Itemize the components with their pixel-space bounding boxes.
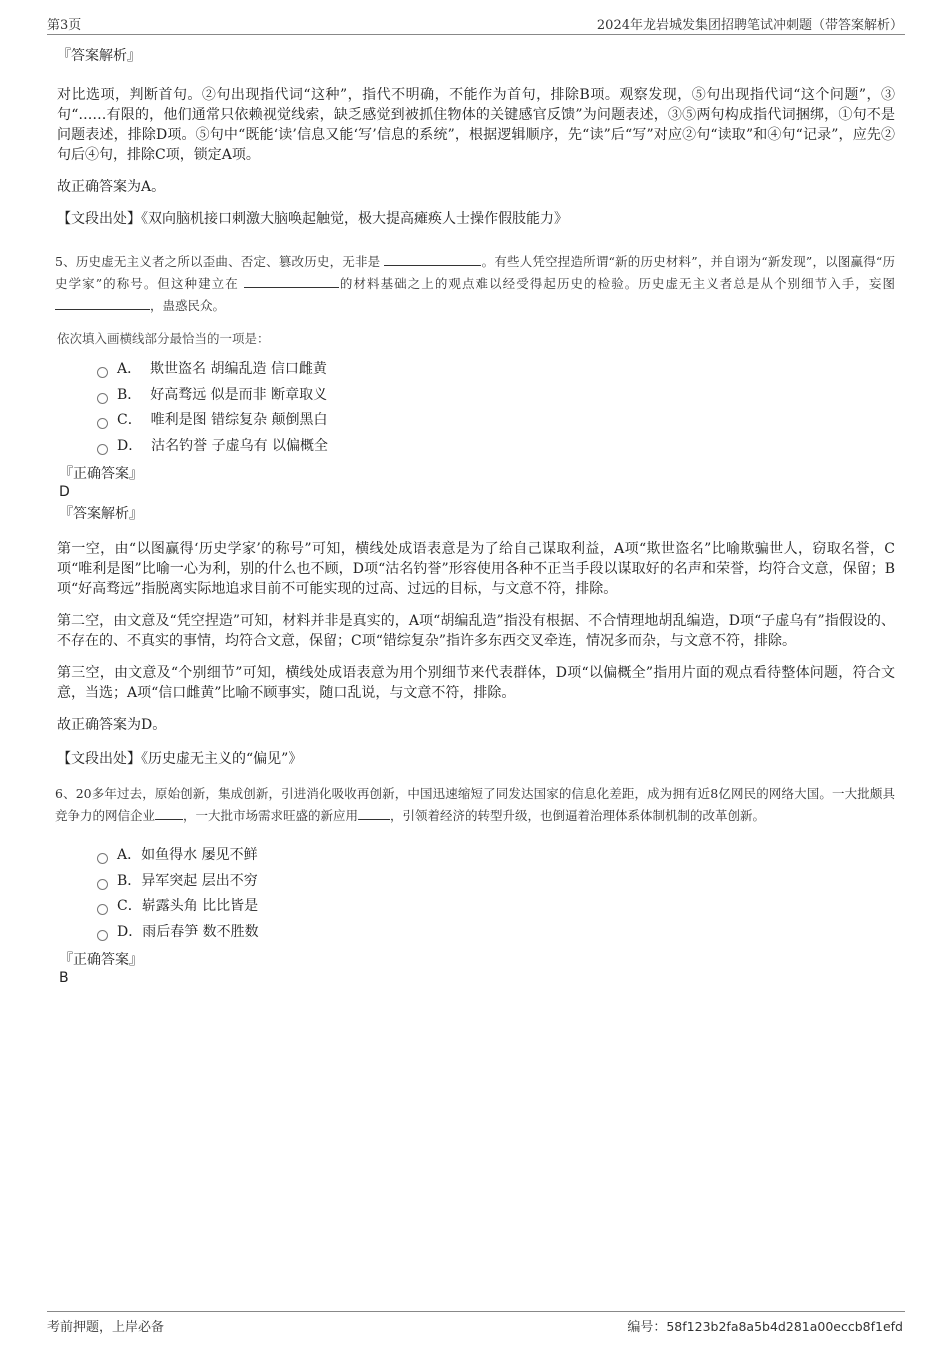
- answer-blank: [55, 295, 150, 310]
- q5-option-d[interactable]: [57, 434, 895, 460]
- q5-stem: [55, 251, 895, 317]
- option-text: 雨后春笋 数不胜数: [142, 923, 259, 940]
- q5-instruction: 依次填入画横线部分最恰当的一项是：: [57, 331, 270, 346]
- q4-source: 【文段出处】《双向脑机接口刺激大脑唤起触觉，极大提高瘫痪人士操作假肢能力》: [57, 211, 568, 227]
- page-content: [57, 40, 895, 987]
- radio-icon[interactable]: [97, 418, 108, 429]
- q5-correct-marker: 『正确答案』: [59, 466, 143, 482]
- q6-correct-marker: 『正确答案』: [59, 952, 143, 968]
- q6-option-b[interactable]: [57, 869, 895, 895]
- q5-source: 【文段出处】《历史虚无主义的“偏见”》: [57, 751, 303, 767]
- option-letter: B．: [117, 386, 142, 403]
- q4-analysis-marker: 『答案解析』: [57, 48, 141, 64]
- q4-analysis-paragraph: 对比选项，判断首句。②句出现指代词“这种”，指代不明确，不能作为首句，排除B项。观察发现，⑤句出现指代词“这个问题”，③句“……有限的，他们通常只依赖视觉线索，缺乏感觉到被抓住物体的关键感官反馈”为问题表述，③⑤两句构成指代词捆绑，①句不是问题表述，排除D项。⑤句中“既能‘读’信息又能‘写’信息的系统”，根据逻辑顺序，先“读”后“写”对应②句“读取”和④句“记录”，应先②句后④句，排除C项，锁定A项。: [57, 87, 895, 163]
- code-label: 编号：: [627, 1320, 667, 1335]
- option-letter: B．: [117, 872, 142, 889]
- q5-analysis-blank-2: 第二空，由文意及“凭空捏造”可知，材料并非是真实的，A项“胡编乱造”指没有根据、不合情理地胡乱编造，D项“子虚乌有”指假设的、不存在的、不真实的事情，均符合文意，保留；C项“错综复杂”指许多东西交叉牵连，情况多而杂，与文意不符，排除。: [57, 613, 895, 649]
- code-value: 58f123b2fa8a5b4d281a00eccb8f1efd: [666, 1319, 903, 1334]
- page-header: [47, 12, 905, 35]
- radio-icon[interactable]: [97, 367, 108, 378]
- q5-analysis-blank-1: 第一空，由“以图赢得‘历史学家’的称号”可知，横线处成语表意是为了给自己谋取利益，A项“欺世盗名”比喻欺骗世人，窃取名誉，C项“唯利是图”比喻一心为利，别的什么也不顾，D项“沽名钓誉”形容使用各种不正当手段以谋取好的名声和荣誉，均符合文意，保留；B项“好高骛远”指脱离实际地追求目前不可能实现的过高、过远的目标，与文意不符，排除。: [57, 541, 895, 597]
- q5-analysis-blank-3: 第三空，由文意及“个别细节”可知，横线处成语表意为用个别细节来代表群体，D项“以偏概全”指用片面的观点看待整体问题，符合文意，当选；A项“信口雌黄”比喻不顾事实，随口乱说，与文意不符，排除。: [57, 665, 895, 701]
- q5-option-b[interactable]: [57, 383, 895, 409]
- option-letter: A．: [117, 847, 142, 863]
- answer-blank: [155, 805, 183, 820]
- option-text: 异军突起 层出不穷: [141, 872, 258, 889]
- radio-icon[interactable]: [97, 853, 108, 864]
- q5-option-a[interactable]: [57, 357, 895, 383]
- option-letter: A．: [117, 361, 142, 377]
- option-letter: C．: [117, 412, 142, 428]
- q6-options: [57, 843, 895, 945]
- q5-options: [57, 357, 895, 459]
- q5-option-c[interactable]: [57, 408, 895, 434]
- q6-option-a[interactable]: [57, 843, 895, 869]
- footer-note: 考前押题，上岸必备: [47, 1320, 165, 1335]
- radio-icon[interactable]: [97, 879, 108, 890]
- q6-stem-part: ，引领着经济的转型升级，也倒逼着治理体系体制机制的改革创新。: [390, 808, 766, 823]
- option-text: 崭露头角 比比皆是: [141, 898, 259, 914]
- option-text: 欺世盗名 胡编乱造 信口雌黄: [150, 361, 327, 377]
- q6-stem-part: 6、20多年过去，原始创新，集成创新，引进消化吸收再创新，中国迅速缩短了同发达国家的信息化差距，成为拥有近8亿网民的网络大国。一大批颇具竞争力的网信企业: [55, 786, 895, 823]
- q5-correct-answer: D: [59, 484, 70, 500]
- q5-conclusion: 故正确答案为D。: [57, 717, 167, 733]
- document-code: [627, 1316, 903, 1335]
- option-letter: C．: [117, 898, 142, 914]
- answer-blank: [244, 273, 339, 288]
- q4-conclusion: 故正确答案为A。: [57, 179, 166, 195]
- q6-option-d[interactable]: [57, 920, 895, 946]
- option-letter: D．: [117, 923, 143, 940]
- page-number: 第3页: [47, 18, 82, 33]
- q6-stem-part: ，一大批市场需求旺盛的新应用: [183, 808, 359, 823]
- page-footer: [47, 1311, 905, 1334]
- q5-stem-part: ，蛊惑民众。: [150, 298, 226, 313]
- answer-blank: [358, 805, 390, 820]
- option-text: 唯利是图 错综复杂 颠倒黑白: [150, 412, 328, 428]
- option-letter: D．: [117, 437, 143, 454]
- q5-analysis-marker: 『答案解析』: [59, 506, 143, 522]
- option-text: 好高骛远 似是而非 断章取义: [150, 386, 328, 403]
- q5-stem-part: 5、历史虚无主义者之所以歪曲、否定、篡改历史，无非是: [55, 254, 385, 269]
- q6-correct-answer: B: [59, 970, 69, 986]
- radio-icon[interactable]: [97, 444, 108, 455]
- document-title: 2024年龙岩城发集团招聘笔试冲刺题（带答案解析）: [596, 18, 903, 33]
- radio-icon[interactable]: [97, 930, 108, 941]
- option-text: 如鱼得水 屡见不鲜: [141, 847, 258, 863]
- radio-icon[interactable]: [97, 904, 108, 915]
- answer-blank: [384, 251, 481, 266]
- q5-stem-part: 的材料基础之上的观点难以经受得起历史的检验。历史虚无主义者总是从个别细节入手，妄图: [338, 276, 895, 291]
- option-text: 沽名钓誉 子虚乌有 以偏概全: [151, 437, 329, 454]
- q6-option-c[interactable]: [57, 894, 895, 920]
- q6-stem: [55, 783, 895, 827]
- q5-stem-part: 。有些人凭空捏造所谓“新的历史材料”，并自诩为“新发现”，以图赢得“历史学家”的称号。但这种建立在: [55, 254, 895, 291]
- radio-icon[interactable]: [97, 393, 108, 404]
